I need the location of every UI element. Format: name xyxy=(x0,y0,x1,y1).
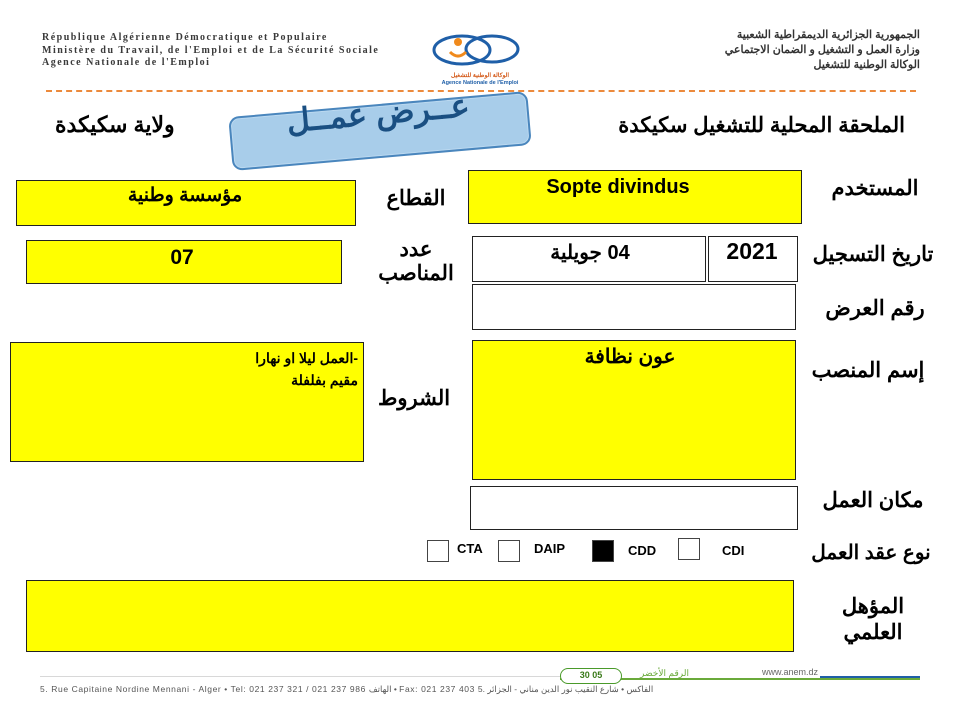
positions-label: عدد المناصب xyxy=(378,238,454,285)
contract-type-label: نوع عقد العمل xyxy=(811,542,931,564)
qualification-field xyxy=(26,580,794,652)
checkbox-daip-label: DAIP xyxy=(534,541,566,556)
header-arabic xyxy=(725,28,920,73)
checkbox-cta[interactable] xyxy=(427,540,449,562)
job-title-label: إسم المنصب xyxy=(811,359,925,382)
conditions-line-2: مقيم بفلفلة xyxy=(291,372,358,388)
anem-logo xyxy=(418,30,542,87)
sector-value: مؤسسة وطنية xyxy=(127,185,243,206)
header-ar-line-2: وزارة العمل و التشغيل و الضمان الاجتماعي xyxy=(724,44,920,56)
conditions-label: الشروط xyxy=(377,387,451,410)
checkbox-daip[interactable] xyxy=(498,540,520,562)
footer-rule-blue xyxy=(820,676,920,678)
job-offer-stamp-text: عــرض عمــل xyxy=(284,87,472,139)
website-link[interactable]: www.anem.dz xyxy=(762,667,819,677)
reg-year-value: 2021 xyxy=(726,238,778,264)
header-ar-line-1: الجمهورية الجزائرية الديمقراطية الشعبية xyxy=(736,29,920,41)
header-fr-line-1: République Algérienne Démocratique et Populaire xyxy=(42,32,328,43)
checkbox-cdd[interactable] xyxy=(592,540,614,562)
header-french xyxy=(42,32,379,70)
checkbox-cdi-label: CDI xyxy=(722,543,745,558)
footer-address: 5. Rue Capitaine Nordine Mennani - Alger • Tel: 021 237 321 / 021 237 986 الهاتف • Fax: 021 237 403 الفاكس • شارع النقيب نور الدين مناني - الجزائر .5 xyxy=(40,684,654,694)
checkbox-cdd-label: CDD xyxy=(628,543,657,558)
offer-no-field xyxy=(472,284,796,330)
sector-label: القطاع xyxy=(386,187,446,210)
logo-caption-fr: Agence Nationale de l'Emploi xyxy=(441,80,519,86)
green-number-label: الرقم الأخضر xyxy=(640,668,689,678)
logo-caption-ar: الوكالة الوطنية للتشغيل xyxy=(450,73,510,79)
header-fr-line-2: Ministère du Travail, de l'Emploi et de La Sécurité Sociale xyxy=(42,44,380,56)
conditions-line-1: -العمل ليلا او نهارا xyxy=(255,350,358,366)
checkbox-cta-label: CTA xyxy=(457,541,483,556)
footer-rule-grey xyxy=(40,676,560,677)
header-ar-line-3: الوكالة الوطنية للتشغيل xyxy=(813,59,920,71)
qualification-label: المؤهل العلمي xyxy=(841,595,905,644)
green-number-badge: 30 05 xyxy=(560,668,622,684)
workplace-field xyxy=(470,486,798,530)
checkbox-cdi[interactable] xyxy=(678,538,700,560)
reg-date-label: تاريخ التسجيل xyxy=(812,243,934,266)
job-title-value: عون نظافة xyxy=(584,346,676,368)
wilaya-title: ولاية سكيكدة xyxy=(55,112,175,137)
workplace-label: مكان العمل xyxy=(822,489,924,512)
employer-value: Sopte divindus xyxy=(546,176,690,198)
offer-no-label: رقم العرض xyxy=(825,297,925,320)
employer-label: المستخدم xyxy=(831,177,919,200)
positions-value: 07 xyxy=(170,246,194,269)
annexe-title: الملحقة المحلية للتشغيل سكيكدة xyxy=(618,114,905,137)
reg-day-month-value: 04 جويلية xyxy=(550,242,630,264)
anem-logo-icon xyxy=(420,30,540,68)
header-fr-line-3: Agence Nationale de l'Emploi xyxy=(42,57,211,68)
